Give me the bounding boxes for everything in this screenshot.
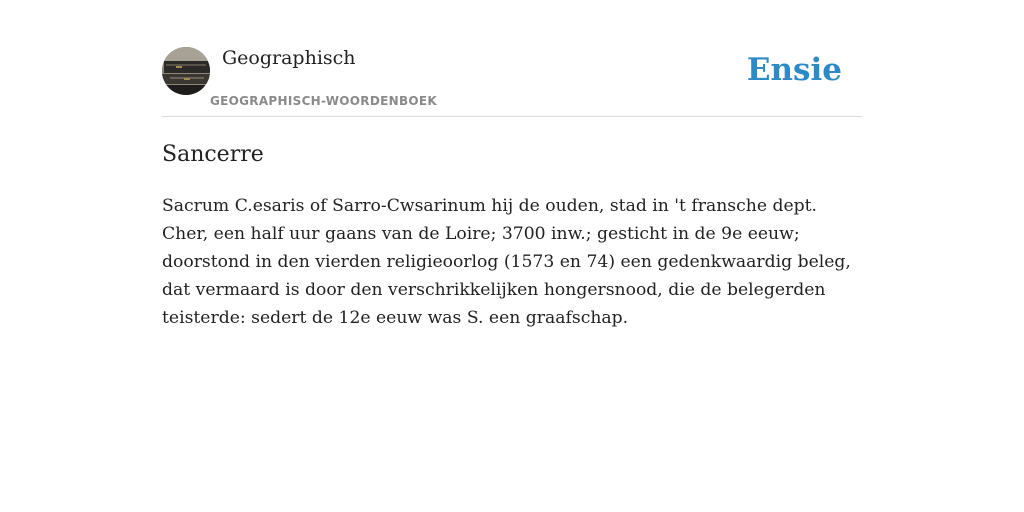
entry-body: Sacrum C.esaris of Sarro-Cwsarinum hij de ouden, stad in 't fransche dept. Cher, een half uur gaans van de Loire; 3700 inw.; gesticht in de 9e eeuw; doorstond in den vierden religieoorlog (1573 en 74) een gedenkwaardig beleg, dat vermaard is door den verschrikkelijken hongersnood, die de belegerden teisterde: sedert de 12e eeuw was S. een graafschap. <box>162 196 851 328</box>
book-stack-icon <box>162 47 210 95</box>
entry-title: Sancerre <box>162 142 264 167</box>
entry-header <box>162 0 862 117</box>
source-avatar[interactable] <box>162 47 210 95</box>
source-slug[interactable]: GEOGRAPHISCH-WOORDENBOEK <box>210 94 437 108</box>
brand-logo[interactable]: Ensie <box>746 52 842 88</box>
source-title[interactable]: Geographisch <box>222 47 356 69</box>
entry-card <box>162 0 862 328</box>
